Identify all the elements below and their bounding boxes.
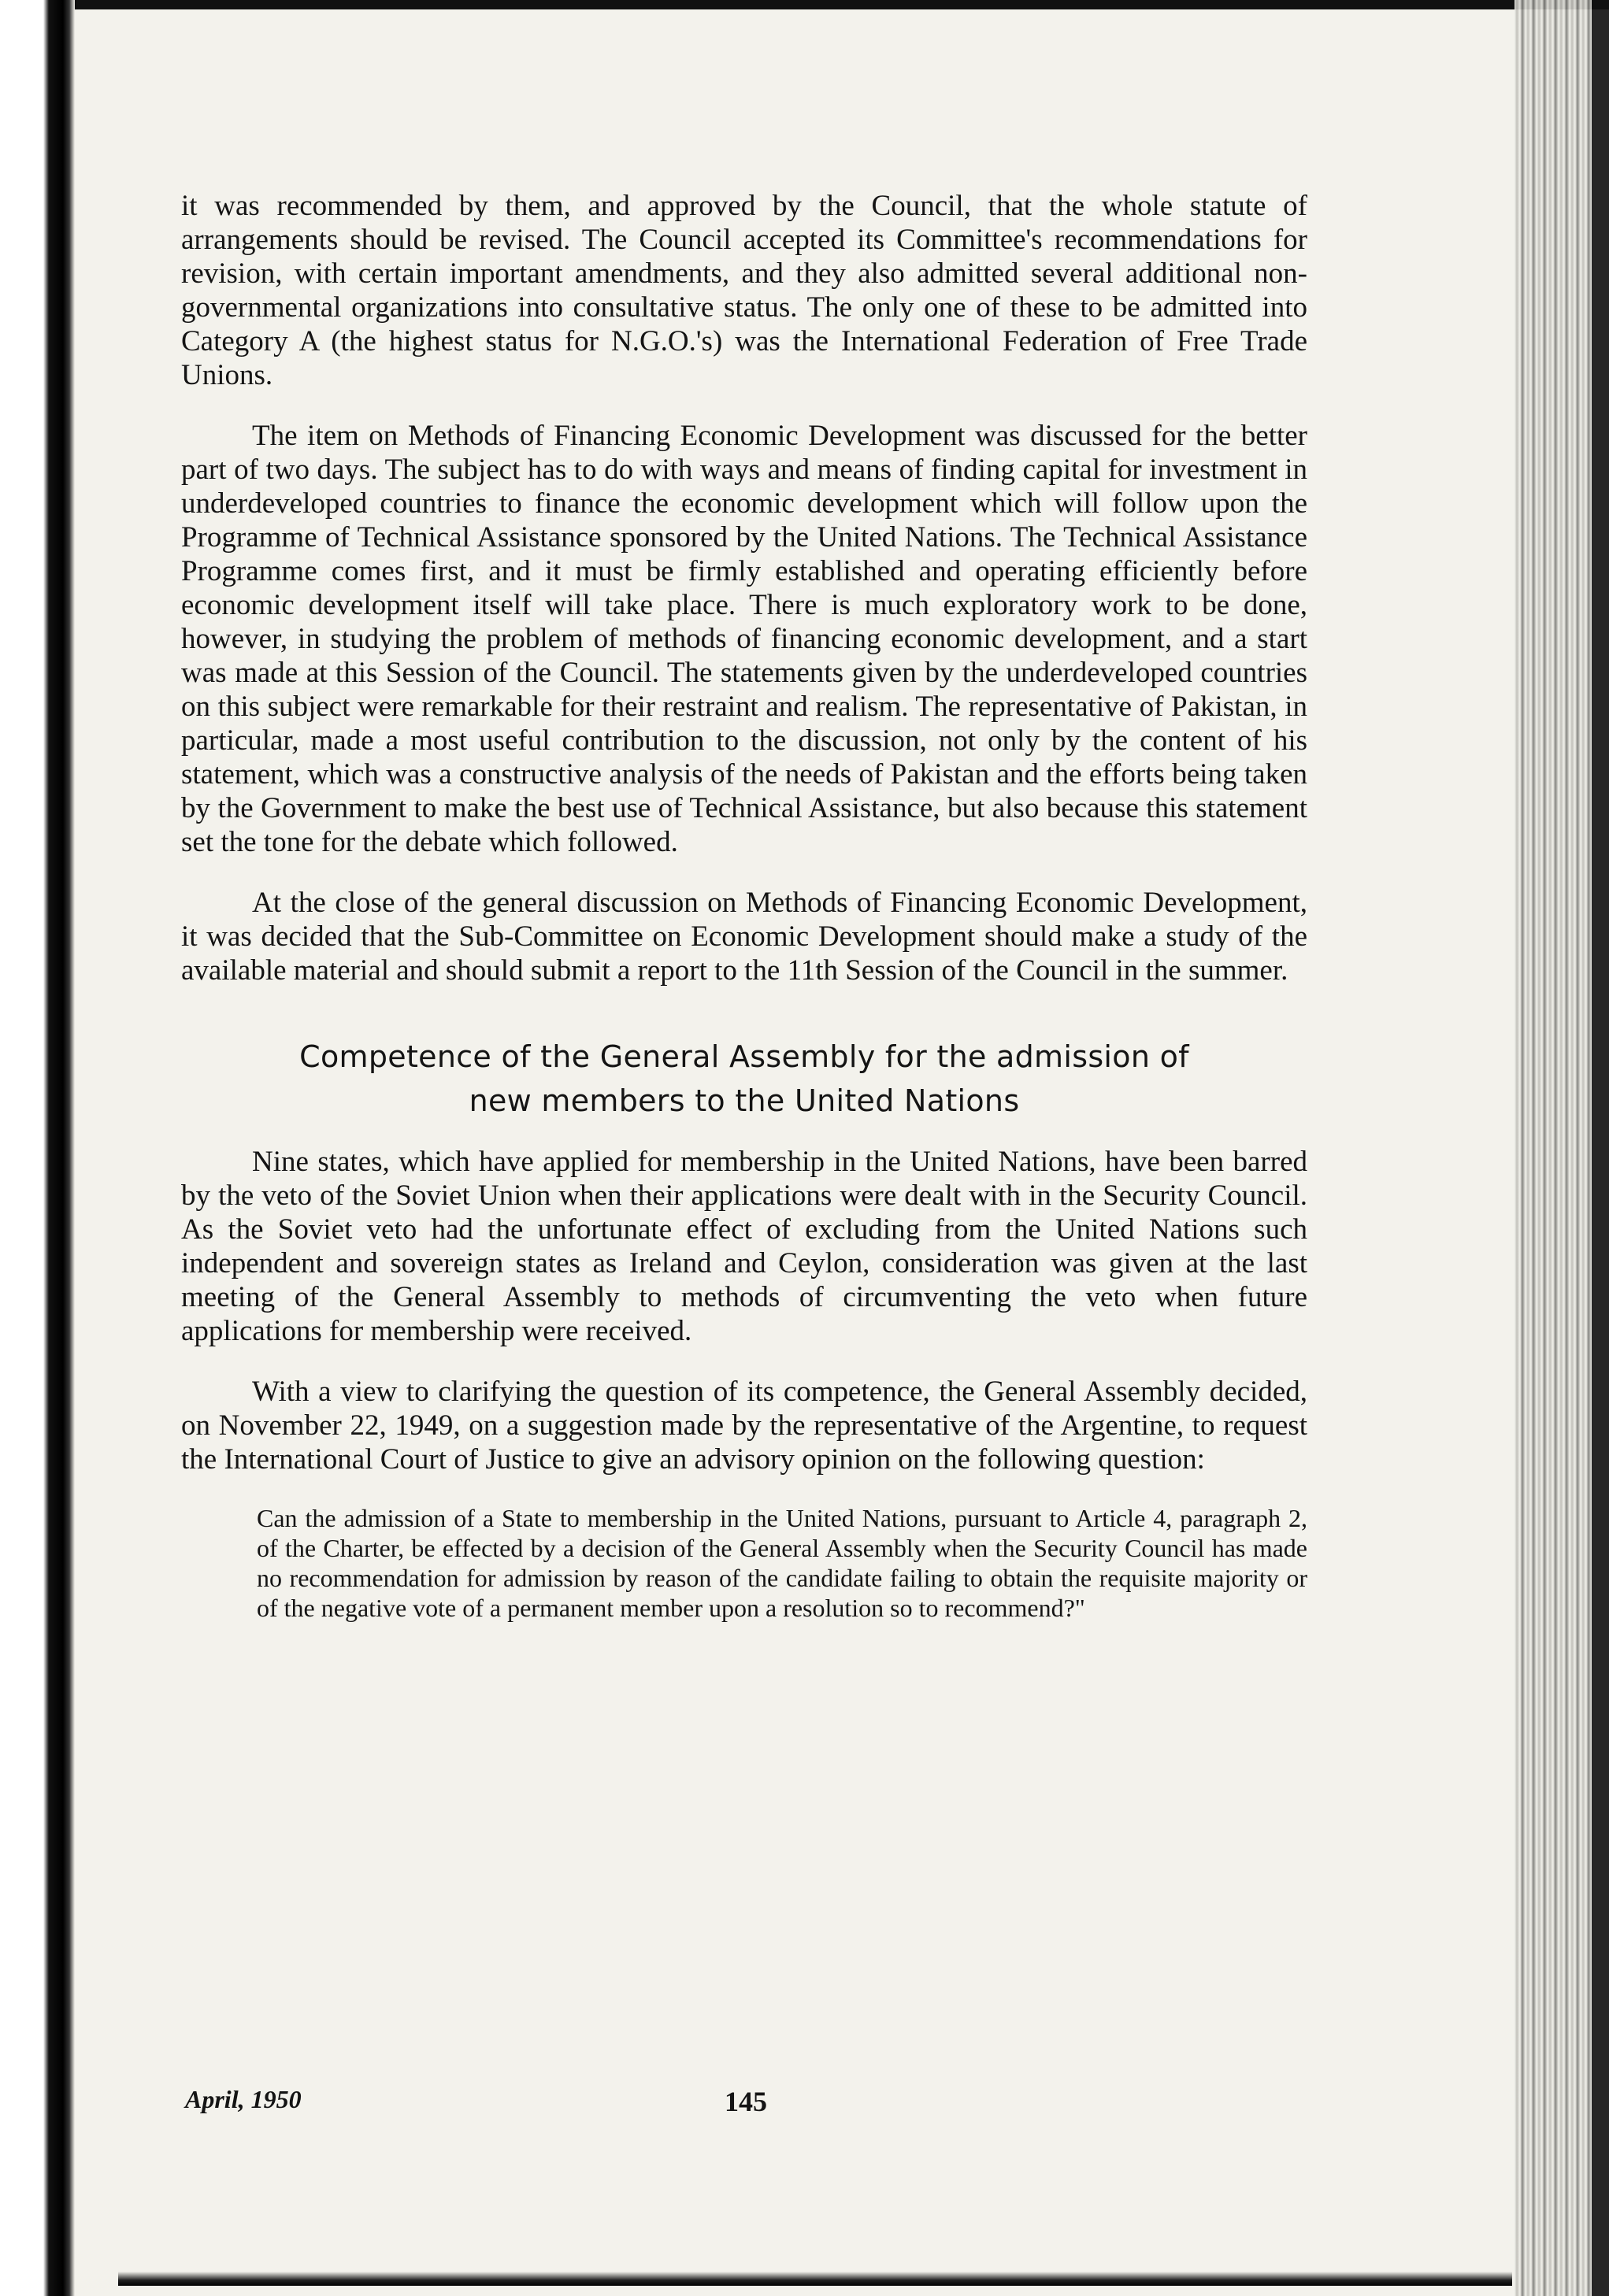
scan-edge-bottom bbox=[118, 2272, 1512, 2286]
paragraph-continued: it was recommended by them, and approved by the Council, that the whole statute of arrangements should be revised. The Council accepted its Committee's recommendations for revision, with certain important amendments, and they also admitted several additional non-governmental organizations into consultative status. The only one of these to be admitted into Category A (the highest status for N.G.O.'s) was the International Federation of Free Trade Unions. bbox=[181, 190, 1307, 391]
scan-edge-top bbox=[0, 0, 1609, 9]
page-number: 145 bbox=[725, 2086, 767, 2117]
paragraph-nine-states: Nine states, which have applied for membership in the United Nations, have been barred by the veto of the Soviet Union when their applications were dealt with in the Security Council. As the Soviet veto had the unfortunate effect of excluding from the United Nations such independent and sovereign states as Ireland and Ceylon, consideration was given at the last meeting of the General Assembly to methods of circumventing the veto when future applications for membership were received. bbox=[181, 1146, 1307, 1347]
page-body bbox=[181, 189, 1307, 1623]
section-heading-line-2: new members to the United Nations bbox=[469, 1083, 1020, 1118]
page-footer bbox=[185, 2085, 1311, 2124]
section-heading bbox=[181, 1035, 1307, 1123]
paragraph-competence: With a view to clarifying the question of its competence, the General Assembly decided, on November 22, 1949, on a suggestion made by the representative of the Argentine, to request the International Court of Justice to give an advisory opinion on the following question: bbox=[181, 1376, 1307, 1476]
paragraph-sub-committee: At the close of the general discussion on Methods of Financing Economic Development, it was decided that the Sub-Committee on Economic Development should make a study of the available material and should submit a report to the 11th Session of the Council in the summer. bbox=[181, 887, 1307, 987]
section-heading-line-1: Competence of the General Assembly for the admission of bbox=[299, 1039, 1189, 1074]
scan-binding-left bbox=[0, 0, 75, 2296]
scan-edge-right bbox=[1514, 0, 1609, 2296]
quoted-question: Can the admission of a State to membership in the United Nations, pursuant to Article 4, paragraph 2, of the Charter, be effected by a decision of the General Assembly when the Security Council has made no recommendation for admission by reason of the candidate failing to obtain the requisite majority or of the negative vote of a permanent member upon a resolution so to recommend?" bbox=[257, 1504, 1307, 1622]
footer-date: April, 1950 bbox=[185, 2085, 302, 2113]
paragraph-financing: The item on Methods of Financing Economic Development was discussed for the better part of two days. The subject has to do with ways and means of finding capital for investment in underdeveloped countries to finance the economic development which will follow upon the Programme of Technical Assistance sponsored by the United Nations. The Technical Assistance Programme comes first, and it must be firmly established and operating efficiently before economic development itself will take place. There is much exploratory work to be done, however, in studying the problem of methods of financing economic development, and a start was made at this Session of the Council. The statements given by the underdeveloped countries on this subject were remarkable for their restraint and realism. The representative of Pakistan, in particular, made a most useful contribution to the discussion, not only by the content of his statement, which was a constructive analysis of the needs of Pakistan and the efforts being taken by the Government to make the best use of Technical Assistance, but also because this statement set the tone for the debate which followed. bbox=[181, 420, 1307, 858]
